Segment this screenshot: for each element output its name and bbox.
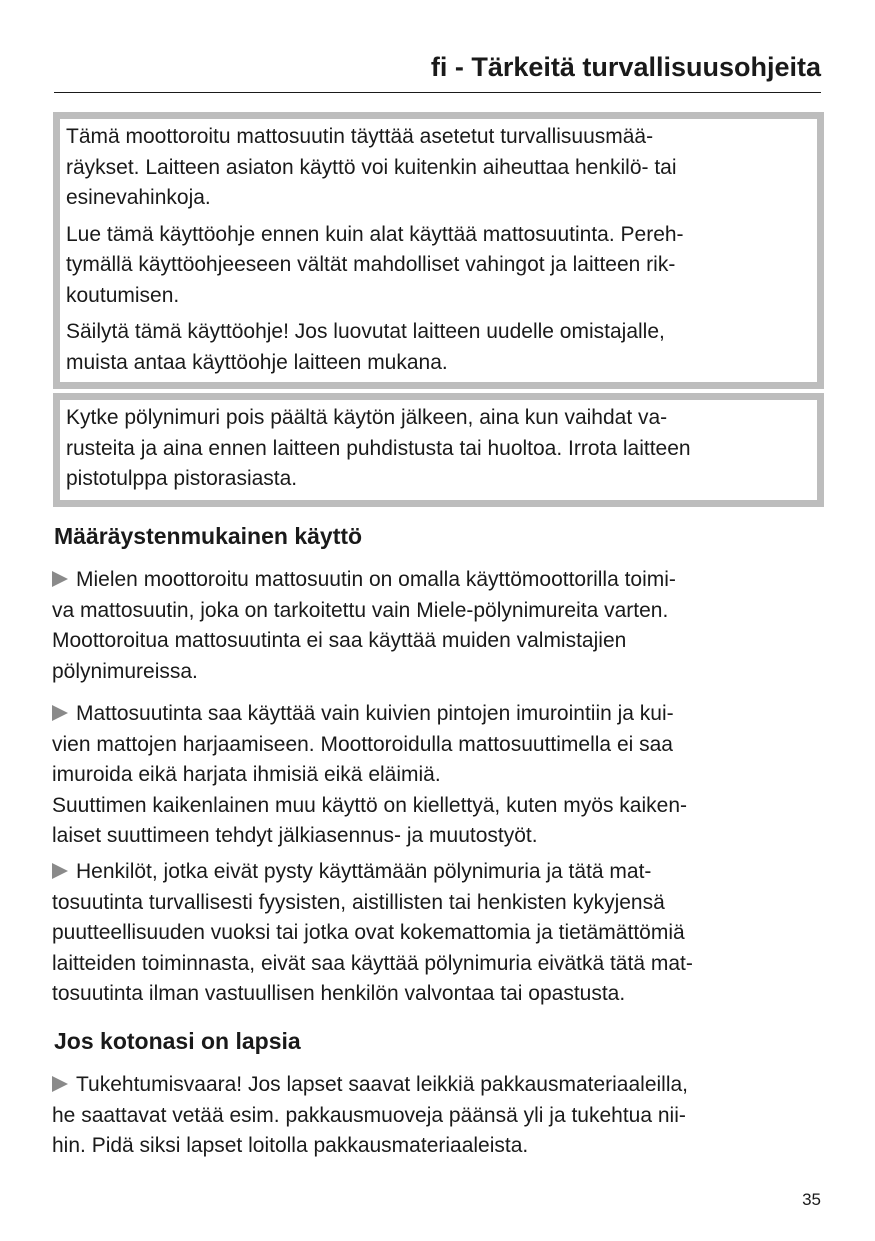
text-line: esinevahinkoja. <box>66 186 211 209</box>
bullet-paragraph <box>52 699 687 852</box>
unplug-notice-box <box>53 393 824 507</box>
page-header-title: fi - Tärkeitä turvallisuusohjeita <box>430 52 821 82</box>
text-line: Suuttimen kaikenlainen muu käyttö on kiellettyä, kuten myös kaiken- <box>52 793 687 817</box>
text-line: tymällä käyttöohjeeseen vältät mahdolliset vahingot ja laitteen rik- <box>66 253 676 276</box>
text-line-content: Tukehtumisvaara! Jos lapset saavat leikkiä pakkausmateriaaleilla, <box>76 1073 689 1096</box>
text-line: vien mattojen harjaamiseen. Moottoroidulla mattosuuttimella ei saa <box>52 732 673 756</box>
text-line: Moottoroitua mattosuutinta ei saa käyttää muiden valmistajien <box>52 629 627 652</box>
text-line: Tämä moottoroitu mattosuutin täyttää asetetut turvallisuusmää- <box>66 125 654 148</box>
triangle-bullet-icon <box>52 705 68 721</box>
triangle-bullet-icon <box>52 571 68 587</box>
notice-paragraph <box>66 220 817 312</box>
safety-notice-box <box>53 112 824 389</box>
text-line: rusteita ja aina ennen laitteen puhdistusta tai huoltoa. Irrota laitteen <box>66 436 691 460</box>
notice-paragraph <box>66 317 817 378</box>
text-line <box>52 1070 688 1101</box>
text-line: he saattavat vetää esim. pakkausmuoveja päänsä yli ja tukehtua nii- <box>52 1103 686 1127</box>
text-line: hin. Pidä siksi lapset loitolla pakkausmateriaaleista. <box>52 1134 529 1157</box>
text-line-content: Mielen moottoroitu mattosuutin on omalla käyttömoottorilla toimi- <box>76 568 676 591</box>
text-line: Säilytä tämä käyttöohje! Jos luovutat laitteen uudelle omistajalle, <box>66 320 665 343</box>
header-divider <box>54 92 821 93</box>
bullet-paragraph <box>52 857 693 1010</box>
page-number: 35 <box>802 1190 821 1209</box>
bullet-paragraph <box>52 565 676 687</box>
text-line: Kytke pölynimuri pois päältä käytön jälkeen, aina kun vaihdat va- <box>66 406 668 429</box>
text-line: tosuutinta ilman vastuullisen henkilön valvontaa tai opastusta. <box>52 982 626 1005</box>
text-line: imuroida eikä harjata ihmisiä eikä eläimiä. <box>52 763 441 786</box>
text-line-content: Mattosuutinta saa käyttää vain kuivien pintojen imurointiin ja kui- <box>76 702 674 725</box>
text-line <box>52 857 693 888</box>
section-heading-children: Jos kotonasi on lapsia <box>54 1028 301 1054</box>
bullet-paragraph <box>52 1070 688 1162</box>
text-line: va mattosuutin, joka on tarkoitettu vain Miele-pölynimureita varten. <box>52 598 669 622</box>
text-line: pölynimureissa. <box>52 659 198 683</box>
text-line: koutumisen. <box>66 283 180 307</box>
unplug-notice-text <box>66 403 817 495</box>
text-line-content: Henkilöt, jotka eivät pysty käyttämään pölynimuria ja tätä mat- <box>76 860 652 883</box>
triangle-bullet-icon <box>52 863 68 879</box>
text-line: muista antaa käyttöohje laitteen mukana. <box>66 350 448 374</box>
safety-notice-text <box>66 122 817 378</box>
text-line <box>52 699 687 730</box>
notice-paragraph <box>66 122 817 214</box>
section-heading-intended-use: Määräystenmukainen käyttö <box>54 523 363 549</box>
text-line: räykset. Laitteen asiaton käyttö voi kuitenkin aiheuttaa henkilö- tai <box>66 155 677 179</box>
text-line: laiset suuttimeen tehdyt jälkiasennus- ja muutostyöt. <box>52 824 538 847</box>
text-line: puutteellisuuden vuoksi tai jotka ovat kokemattomia ja tietämättömiä <box>52 921 685 944</box>
text-line: pistotulppa pistorasiasta. <box>66 467 298 490</box>
text-line: laitteiden toiminnasta, eivät saa käyttää pölynimuria eivätkä tätä mat- <box>52 951 693 975</box>
text-line: Lue tämä käyttöohje ennen kuin alat käyttää mattosuutinta. Pereh- <box>66 222 684 246</box>
text-line: tosuutinta turvallisesti fyysisten, aistillisten tai henkisten kykyjensä <box>52 890 665 914</box>
notice-paragraph <box>66 403 817 495</box>
text-line <box>52 565 676 596</box>
triangle-bullet-icon <box>52 1076 68 1092</box>
